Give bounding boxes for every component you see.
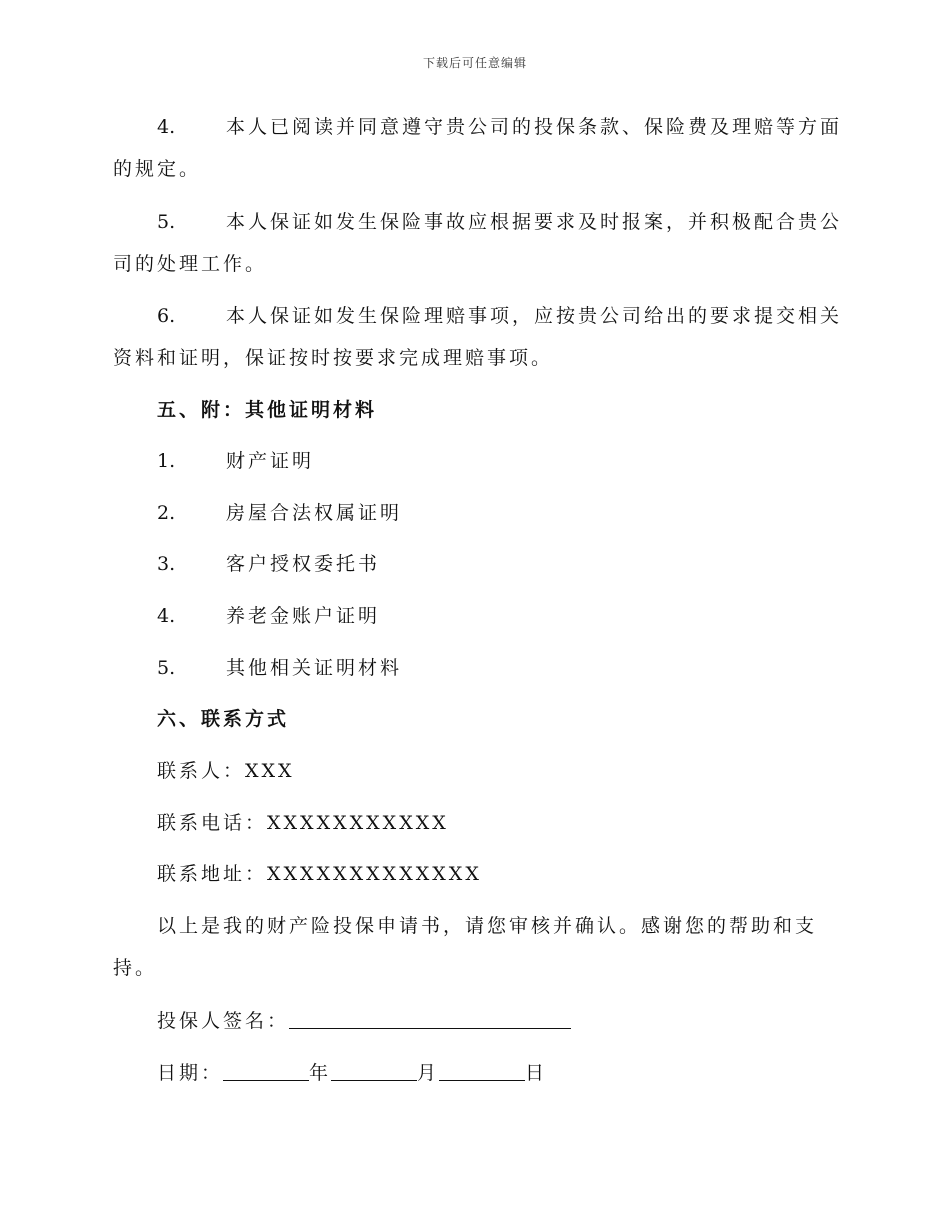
item-text-continued: 资料和证明，保证按时按要求完成理赔事项。 — [113, 347, 554, 369]
day-blank[interactable] — [439, 1058, 525, 1081]
year-label: 年 — [309, 1062, 332, 1084]
item-text: 房屋合法权属证明 — [226, 502, 403, 524]
item-text: 财产证明 — [226, 450, 315, 472]
date-wrap — [157, 1058, 547, 1087]
signature-blank[interactable] — [289, 1006, 571, 1029]
day-label: 日 — [525, 1062, 548, 1084]
item-text: 本人保证如发生保险事故应根据要求及时报案，并积极配合贵公 — [226, 211, 843, 233]
item-number: 4. — [157, 605, 176, 627]
closing-text: 以上是我的财产险投保申请书，请您审核并确认。感谢您的帮助和支 — [157, 915, 818, 937]
month-blank[interactable] — [331, 1058, 417, 1081]
contact-phone-text: 联系电话：XXXXXXXXXXX — [157, 812, 449, 834]
item-number: 2. — [157, 502, 176, 524]
date-label: 日期： — [157, 1062, 224, 1084]
signature-label-wrap — [157, 1006, 571, 1035]
section-heading-text: 五、附：其他证明材料 — [157, 399, 378, 421]
item-number: 5. — [157, 657, 176, 679]
page-header: 下载后可任意编辑 — [422, 56, 527, 70]
item-text: 本人已阅读并同意遵守贵公司的投保条款、保险费及理赔等方面 — [226, 116, 843, 138]
item-text: 客户授权委托书 — [226, 553, 381, 575]
signature-label: 投保人签名： — [157, 1010, 290, 1032]
item-number: 3. — [157, 553, 176, 575]
section-heading-text: 六、联系方式 — [157, 708, 290, 730]
item-text: 其他相关证明材料 — [226, 657, 403, 679]
item-number: 1. — [157, 450, 176, 472]
item-number: 4. — [157, 116, 176, 138]
item-number: 5. — [157, 211, 176, 233]
year-blank[interactable] — [223, 1058, 309, 1081]
month-label: 月 — [417, 1062, 440, 1084]
item-text-continued: 的规定。 — [113, 158, 202, 180]
item-text: 本人保证如发生保险理赔事项，应按贵公司给出的要求提交相关 — [226, 305, 843, 327]
item-text: 养老金账户证明 — [226, 605, 381, 627]
item-text-continued: 司的处理工作。 — [113, 253, 268, 275]
item-number: 6. — [157, 305, 176, 327]
contact-person-text: 联系人：XXX — [157, 760, 295, 782]
closing-text-continued: 持。 — [113, 957, 158, 979]
contact-address-text: 联系地址：XXXXXXXXXXXXX — [157, 863, 482, 885]
